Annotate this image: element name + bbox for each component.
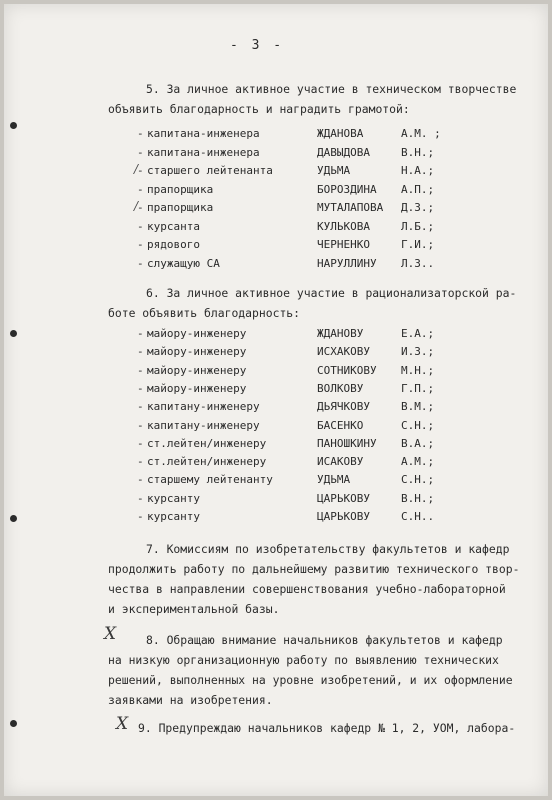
surname: ВОЛКОВУ [317,381,364,395]
list-dash: - [137,473,144,487]
initials: А.П.; [401,182,435,196]
surname: БОРОЗДИНА [317,182,377,196]
rank-label: капитана-инженера [147,145,260,159]
binder-hole [10,330,17,337]
surname: ИСХАКОВУ [317,345,370,359]
surname: МУТАЛАПОВА [317,201,384,214]
initials: Д.З.; [401,201,435,214]
binder-hole [10,515,17,522]
rank-label: курсанту [147,510,200,523]
rank-label: майору-инженеру [147,363,247,377]
section-5-line-1: 5. За личное активное участие в техническом творчестве [146,82,517,96]
list-dash: - [137,182,144,196]
surname: УДЬМА [317,164,351,177]
rank-label: старшего лейтенанта [147,164,273,177]
initials: В.А.; [401,436,435,450]
section-5-line-2: объявить благодарность и наградить грамотой: [108,102,410,116]
rank-label: служащую СА [147,256,220,270]
binder-hole [10,122,17,129]
initials: Л.З.. [401,256,435,270]
checkmark-annotation: / [134,162,139,176]
rank-label: курсанту [147,491,200,505]
section-8-line-4: заявками на изобретения. [108,693,273,707]
list-dash: - [137,219,144,233]
section-6-line-1: 6. За личное активное участие в рационализаторской ра- [146,286,517,300]
rank-label: майору-инженеру [147,345,247,359]
section-7-line-2: продолжить работу по дальнейшему развитию технического твор- [108,562,520,576]
surname: КУЛЬКОВА [317,219,370,233]
initials: С.Н.; [401,418,435,432]
initials: М.Н.; [401,363,435,377]
initials: Г.И.; [401,238,435,251]
rank-label: капитану-инженеру [147,418,260,432]
section-6-line-2: боте объявить благодарность: [108,306,301,320]
initials: С.Н.; [401,473,435,487]
list-dash: - [137,510,144,523]
handwritten-x-mark: X [104,624,117,644]
initials: В.Н.; [401,491,435,505]
rank-label: капитана-инженера [147,127,260,140]
section-7-line-1: 7. Комиссиям по изобретательству факультетов и кафедр [146,542,510,556]
list-dash: - [137,491,144,505]
rank-label: майору-инженеру [147,381,247,395]
initials: С.Н.. [401,510,435,523]
surname: ПАНОШКИНУ [317,436,377,450]
initials: Г.П.; [401,381,435,395]
section-8-line-1: 8. Обращаю внимание начальников факультетов и кафедр [146,633,503,647]
initials: А.М. ; [401,127,441,140]
list-dash: - [137,400,144,414]
list-dash: - [137,363,144,377]
initials: Л.Б.; [401,219,435,233]
initials: В.Н.; [401,145,435,159]
section-7-line-3: чества в направлении совершенствования учебно-лабораторной [108,582,506,596]
page-number: - 3 - [230,38,285,53]
rank-label: рядового [147,238,200,251]
surname: ЖДАНОВА [317,127,364,140]
surname: ЧЕРНЕНКО [317,238,370,251]
surname: ДЬЯЧКОВУ [317,400,370,414]
surname: ДАВЫДОВА [317,145,370,159]
surname: ЦАРЬКОВУ [317,491,370,505]
rank-label: ст.лейтен/инженеру [147,436,267,450]
handwritten-x-mark: X [116,714,129,734]
surname: УДЬМА [317,473,351,487]
list-dash: - [137,418,144,432]
surname: ИСАКОВУ [317,455,364,469]
rank-label: старшему лейтенанту [147,473,273,487]
initials: И.З.; [401,345,435,359]
document-page [4,4,548,796]
rank-label: прапорщика [147,201,214,214]
rank-label: капитану-инженеру [147,400,260,414]
section-8-line-3: решений, выполненных на уровне изобретений, и их оформление [108,673,513,687]
surname: НАРУЛЛИНУ [317,256,377,270]
surname: ЦАРЬКОВУ [317,510,370,523]
list-dash: - [137,256,144,270]
initials: Е.А.; [401,327,435,340]
surname: БАСЕНКО [317,418,364,432]
list-dash: - [137,145,144,159]
initials: А.М.; [401,455,435,469]
section-9-line-1: 9. Предупреждаю начальников кафедр № 1, 2, УОМ, лабора- [138,721,516,735]
surname: ЖДАНОВУ [317,327,364,340]
section-8-line-2: на низкую организационную работу по выявлению технических [108,653,499,667]
initials: В.М.; [401,400,435,414]
list-dash: - [137,164,144,177]
initials: Н.А.; [401,164,435,177]
list-dash: - [137,455,144,469]
section-7-line-4: и экспериментальной базы. [108,602,280,616]
list-dash: - [137,345,144,359]
list-dash: - [137,327,144,340]
surname: СОТНИКОВУ [317,363,377,377]
checkmark-annotation: / [134,199,139,213]
list-dash: - [137,127,144,140]
rank-label: курсанта [147,219,200,233]
rank-label: майору-инженеру [147,327,247,340]
rank-label: ст.лейтен/инженеру [147,455,267,469]
rank-label: прапорщика [147,182,214,196]
list-dash: - [137,381,144,395]
list-dash: - [137,238,144,251]
list-dash: - [137,201,144,214]
binder-hole [10,720,17,727]
list-dash: - [137,436,144,450]
